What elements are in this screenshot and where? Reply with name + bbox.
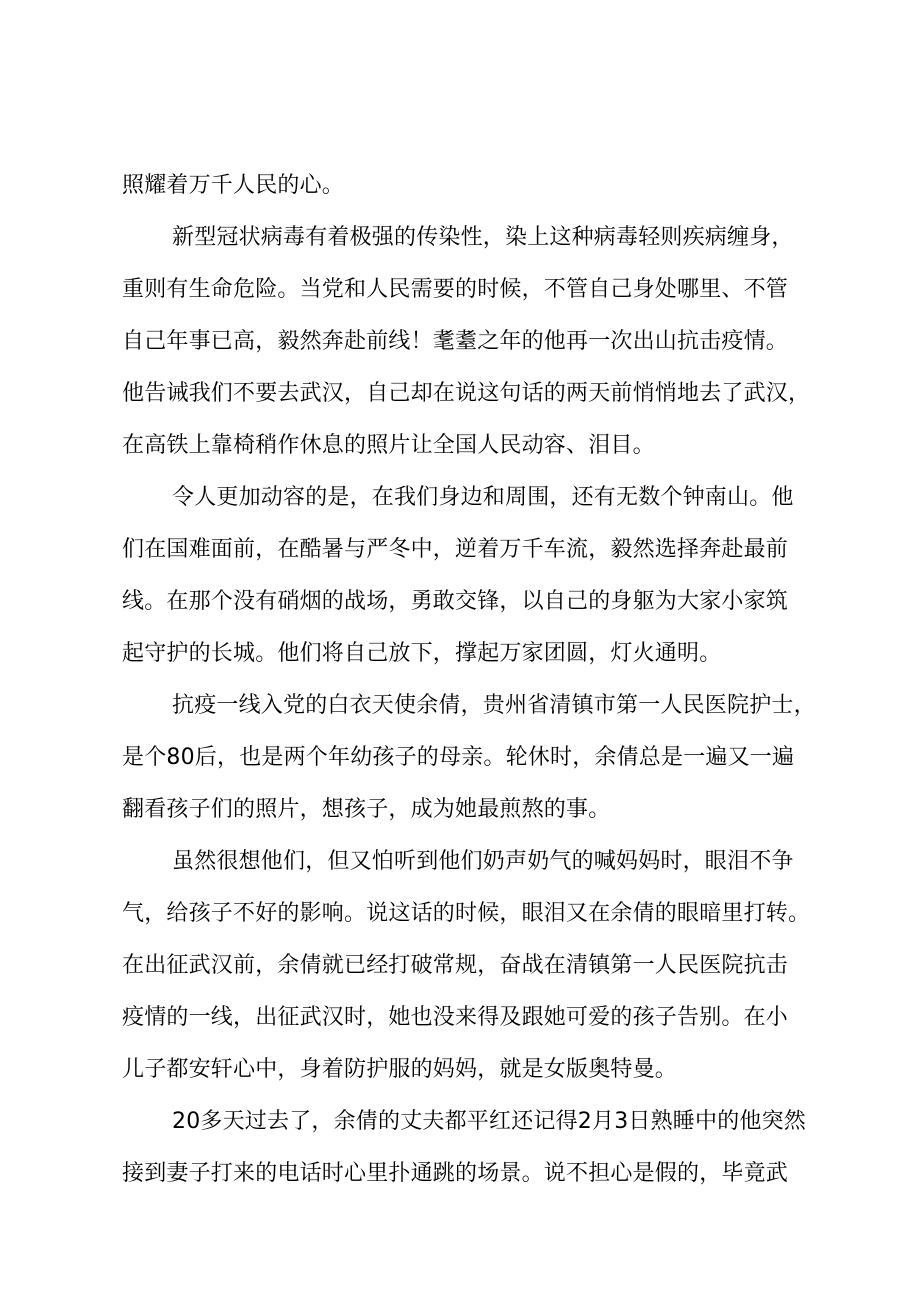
text-line: 他告诫我们不要去武汉，自己却在说这句话的两天前悄悄地去了武汉， bbox=[122, 381, 811, 406]
text-line: 线。在那个没有硝烟的战场，勇敢交锋，以自己的身躯为大家小家筑 bbox=[122, 589, 789, 614]
text-line: 是个80后，也是两个年幼孩子的母亲。轮休时，余倩总是一遍又一遍 bbox=[122, 745, 795, 770]
text-line: 新型冠状病毒有着极强的传染性，染上这种病毒轻则疾病缠身， bbox=[172, 225, 794, 250]
text-line: 在高铁上靠椅稍作休息的照片让全国人民动容、泪目。 bbox=[122, 433, 655, 458]
text-line: 照耀着万千人民的心。 bbox=[122, 173, 345, 198]
text-line: 重则有生命危险。当党和人民需要的时候，不管自己身处哪里、不管 bbox=[122, 277, 789, 302]
text-line: 翻看孩子们的照片，想孩子，成为她最煎熬的事。 bbox=[122, 797, 611, 822]
text-line: 在出征武汉前，余倩就已经打破常规，奋战在清镇第一人民医院抗击 bbox=[122, 953, 789, 978]
text-line: 令人更加动容的是，在我们身边和周围，还有无数个钟南山。他 bbox=[172, 485, 794, 510]
text-line: 起守护的长城。他们将自己放下，撑起万家团圆，灯火通明。 bbox=[122, 641, 722, 666]
text-line: 20多天过去了，余倩的丈夫都平红还记得2月3日熟睡中的他突然 bbox=[172, 1109, 806, 1134]
text-line: 自己年事已高，毅然奔赴前线！耄耋之年的他再一次出山抗击疫情。 bbox=[122, 329, 789, 354]
text-line: 们在国难面前，在酷暑与严冬中，逆着万千车流，毅然选择奔赴最前 bbox=[122, 537, 789, 562]
text-line: 接到妻子打来的电话时心里扑通跳的场景。说不担心是假的，毕竟武 bbox=[122, 1161, 789, 1186]
text-line: 气，给孩子不好的影响。说这话的时候，眼泪又在余倩的眼暗里打转。 bbox=[122, 901, 811, 926]
text-line: 儿子都安轩心中，身着防护服的妈妈，就是女版奥特曼。 bbox=[122, 1057, 678, 1082]
text-line: 抗疫一线入党的白衣天使余倩，贵州省清镇市第一人民医院护士， bbox=[172, 693, 816, 718]
text-line: 疫情的一线，出征武汉时，她也没来得及跟她可爱的孩子告别。在小 bbox=[122, 1005, 789, 1030]
text-line: 虽然很想他们，但又怕听到他们奶声奶气的喊妈妈时，眼泪不争 bbox=[172, 849, 794, 874]
